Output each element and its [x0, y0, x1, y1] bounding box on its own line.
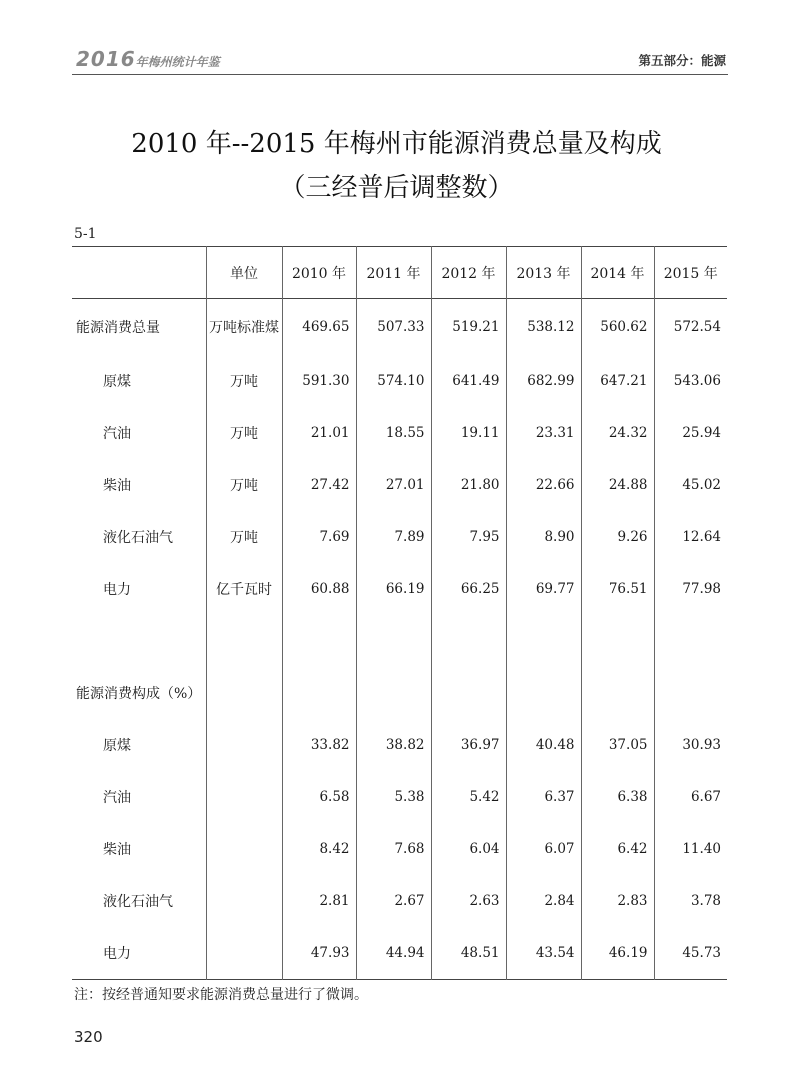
- value-cell: 60.88: [282, 563, 356, 615]
- value-cell: 76.51: [581, 563, 654, 615]
- value-cell: 2.81: [282, 875, 356, 927]
- value-cell: 9.26: [581, 511, 654, 563]
- page-number: 320: [74, 1028, 103, 1046]
- value-cell: [506, 667, 581, 719]
- value-cell: 6.42: [581, 823, 654, 875]
- table-row: [72, 823, 727, 875]
- value-cell: 46.19: [581, 927, 654, 980]
- value-cell: 38.82: [356, 719, 431, 771]
- row-unit: 亿千瓦时: [206, 563, 282, 615]
- spacer-cell: [72, 615, 206, 667]
- table-row: [72, 407, 727, 459]
- yearbook-name: 年梅州统计年鉴: [135, 55, 220, 69]
- spacer-row: [72, 615, 727, 667]
- value-cell: 27.42: [282, 459, 356, 511]
- column-header-2011: 2011 年: [356, 247, 431, 299]
- row-label: 柴油: [72, 459, 206, 511]
- value-cell: 21.80: [431, 459, 506, 511]
- energy-consumption-table: [72, 246, 727, 980]
- value-cell: 6.07: [506, 823, 581, 875]
- value-cell: 507.33: [356, 299, 431, 356]
- table-number: 5-1: [74, 226, 97, 242]
- column-header-2010: 2010 年: [282, 247, 356, 299]
- value-cell: 37.05: [581, 719, 654, 771]
- row-label: 液化石油气: [72, 875, 206, 927]
- value-cell: 19.11: [431, 407, 506, 459]
- column-header-item: [72, 247, 206, 299]
- yearbook-title: [76, 48, 220, 73]
- value-cell: 33.82: [282, 719, 356, 771]
- value-cell: 6.04: [431, 823, 506, 875]
- value-cell: 36.97: [431, 719, 506, 771]
- value-cell: [282, 667, 356, 719]
- value-cell: 6.37: [506, 771, 581, 823]
- row-label: 液化石油气: [72, 511, 206, 563]
- table-row: [72, 299, 727, 356]
- column-header-2013: 2013 年: [506, 247, 581, 299]
- value-cell: [356, 667, 431, 719]
- table-row: [72, 719, 727, 771]
- value-cell: 77.98: [682, 581, 721, 597]
- value-cell: 7.89: [356, 511, 431, 563]
- column-header-2015: 2015 年: [663, 265, 718, 282]
- value-cell: 66.19: [356, 563, 431, 615]
- row-label: 能源消费构成（%）: [72, 667, 206, 719]
- value-cell: 5.42: [431, 771, 506, 823]
- page-subtitle: （三经普后调整数）: [279, 173, 514, 203]
- value-cell: 6.67: [690, 789, 721, 805]
- column-header-2012: 2012 年: [431, 247, 506, 299]
- value-cell: 2.83: [581, 875, 654, 927]
- value-cell: 44.94: [356, 927, 431, 980]
- value-cell: 22.66: [506, 459, 581, 511]
- value-cell: 6.58: [282, 771, 356, 823]
- page-title: 2010 年--2015 年梅州市能源消费总量及构成: [131, 129, 662, 159]
- spacer-cell: [282, 615, 356, 667]
- value-cell: [654, 667, 727, 719]
- value-cell: 560.62: [581, 299, 654, 356]
- row-unit: [206, 719, 282, 771]
- table-row: [72, 355, 727, 407]
- row-unit: [206, 667, 282, 719]
- row-unit: 万吨: [206, 355, 282, 407]
- row-unit: [206, 823, 282, 875]
- row-label: 电力: [72, 563, 206, 615]
- value-cell: 519.21: [431, 299, 506, 356]
- table-row: [72, 875, 727, 927]
- spacer-cell: [654, 615, 727, 667]
- spacer-cell: [506, 615, 581, 667]
- row-label: 汽油: [72, 407, 206, 459]
- row-label: 电力: [72, 927, 206, 980]
- row-unit: [206, 927, 282, 980]
- value-cell: 24.32: [581, 407, 654, 459]
- value-cell: 2.63: [431, 875, 506, 927]
- running-header: [72, 48, 728, 75]
- value-cell: 24.88: [581, 459, 654, 511]
- value-cell: 572.54: [673, 319, 721, 335]
- value-cell: 682.99: [506, 355, 581, 407]
- value-cell: 48.51: [431, 927, 506, 980]
- value-cell: 27.01: [356, 459, 431, 511]
- value-cell: 7.69: [282, 511, 356, 563]
- column-header-unit: 单位: [206, 247, 282, 299]
- spacer-cell: [206, 615, 282, 667]
- yearbook-year: 2016: [76, 47, 136, 71]
- value-cell: 18.55: [356, 407, 431, 459]
- value-cell: 47.93: [282, 927, 356, 980]
- table-note: 注：按经普通知要求能源消费总量进行了微调。: [74, 987, 368, 1003]
- value-cell: 469.65: [282, 299, 356, 356]
- section-title: 第五部分：能源: [638, 53, 726, 68]
- value-cell: 66.25: [431, 563, 506, 615]
- value-cell: 69.77: [506, 563, 581, 615]
- row-unit: [206, 875, 282, 927]
- row-label: 原煤: [72, 719, 206, 771]
- value-cell: 11.40: [682, 841, 721, 857]
- table-header-row: [72, 247, 727, 299]
- value-cell: 25.94: [682, 425, 721, 441]
- value-cell: 30.93: [682, 737, 721, 753]
- value-cell: [431, 667, 506, 719]
- value-cell: 45.02: [682, 477, 721, 493]
- row-label: 原煤: [72, 355, 206, 407]
- value-cell: 2.67: [356, 875, 431, 927]
- table-row: [72, 459, 727, 511]
- row-unit: 万吨: [206, 407, 282, 459]
- value-cell: 43.54: [506, 927, 581, 980]
- value-cell: 641.49: [431, 355, 506, 407]
- value-cell: 5.38: [356, 771, 431, 823]
- value-cell: 2.84: [506, 875, 581, 927]
- value-cell: 7.68: [356, 823, 431, 875]
- value-cell: 543.06: [673, 373, 721, 389]
- table-row: [72, 563, 727, 615]
- value-cell: 538.12: [506, 299, 581, 356]
- value-cell: 6.38: [581, 771, 654, 823]
- value-cell: 591.30: [282, 355, 356, 407]
- value-cell: 7.95: [431, 511, 506, 563]
- row-label: 汽油: [72, 771, 206, 823]
- table-row: [72, 771, 727, 823]
- value-cell: [581, 667, 654, 719]
- table-row: [72, 927, 727, 980]
- row-unit: [206, 771, 282, 823]
- spacer-cell: [431, 615, 506, 667]
- row-label: 能源消费总量: [72, 299, 206, 356]
- value-cell: 40.48: [506, 719, 581, 771]
- row-label: 柴油: [72, 823, 206, 875]
- value-cell: 647.21: [581, 355, 654, 407]
- table-row: [72, 667, 727, 719]
- value-cell: 8.42: [282, 823, 356, 875]
- value-cell: 8.90: [506, 511, 581, 563]
- row-unit: 万吨: [206, 511, 282, 563]
- spacer-cell: [581, 615, 654, 667]
- value-cell: 21.01: [282, 407, 356, 459]
- value-cell: 574.10: [356, 355, 431, 407]
- table-row: [72, 511, 727, 563]
- value-cell: 23.31: [506, 407, 581, 459]
- column-header-2014: 2014 年: [581, 247, 654, 299]
- value-cell: 45.73: [682, 945, 721, 961]
- row-unit: 万吨标准煤: [206, 299, 282, 356]
- spacer-cell: [356, 615, 431, 667]
- value-cell: 3.78: [690, 893, 721, 909]
- row-unit: 万吨: [206, 459, 282, 511]
- value-cell: 12.64: [682, 529, 721, 545]
